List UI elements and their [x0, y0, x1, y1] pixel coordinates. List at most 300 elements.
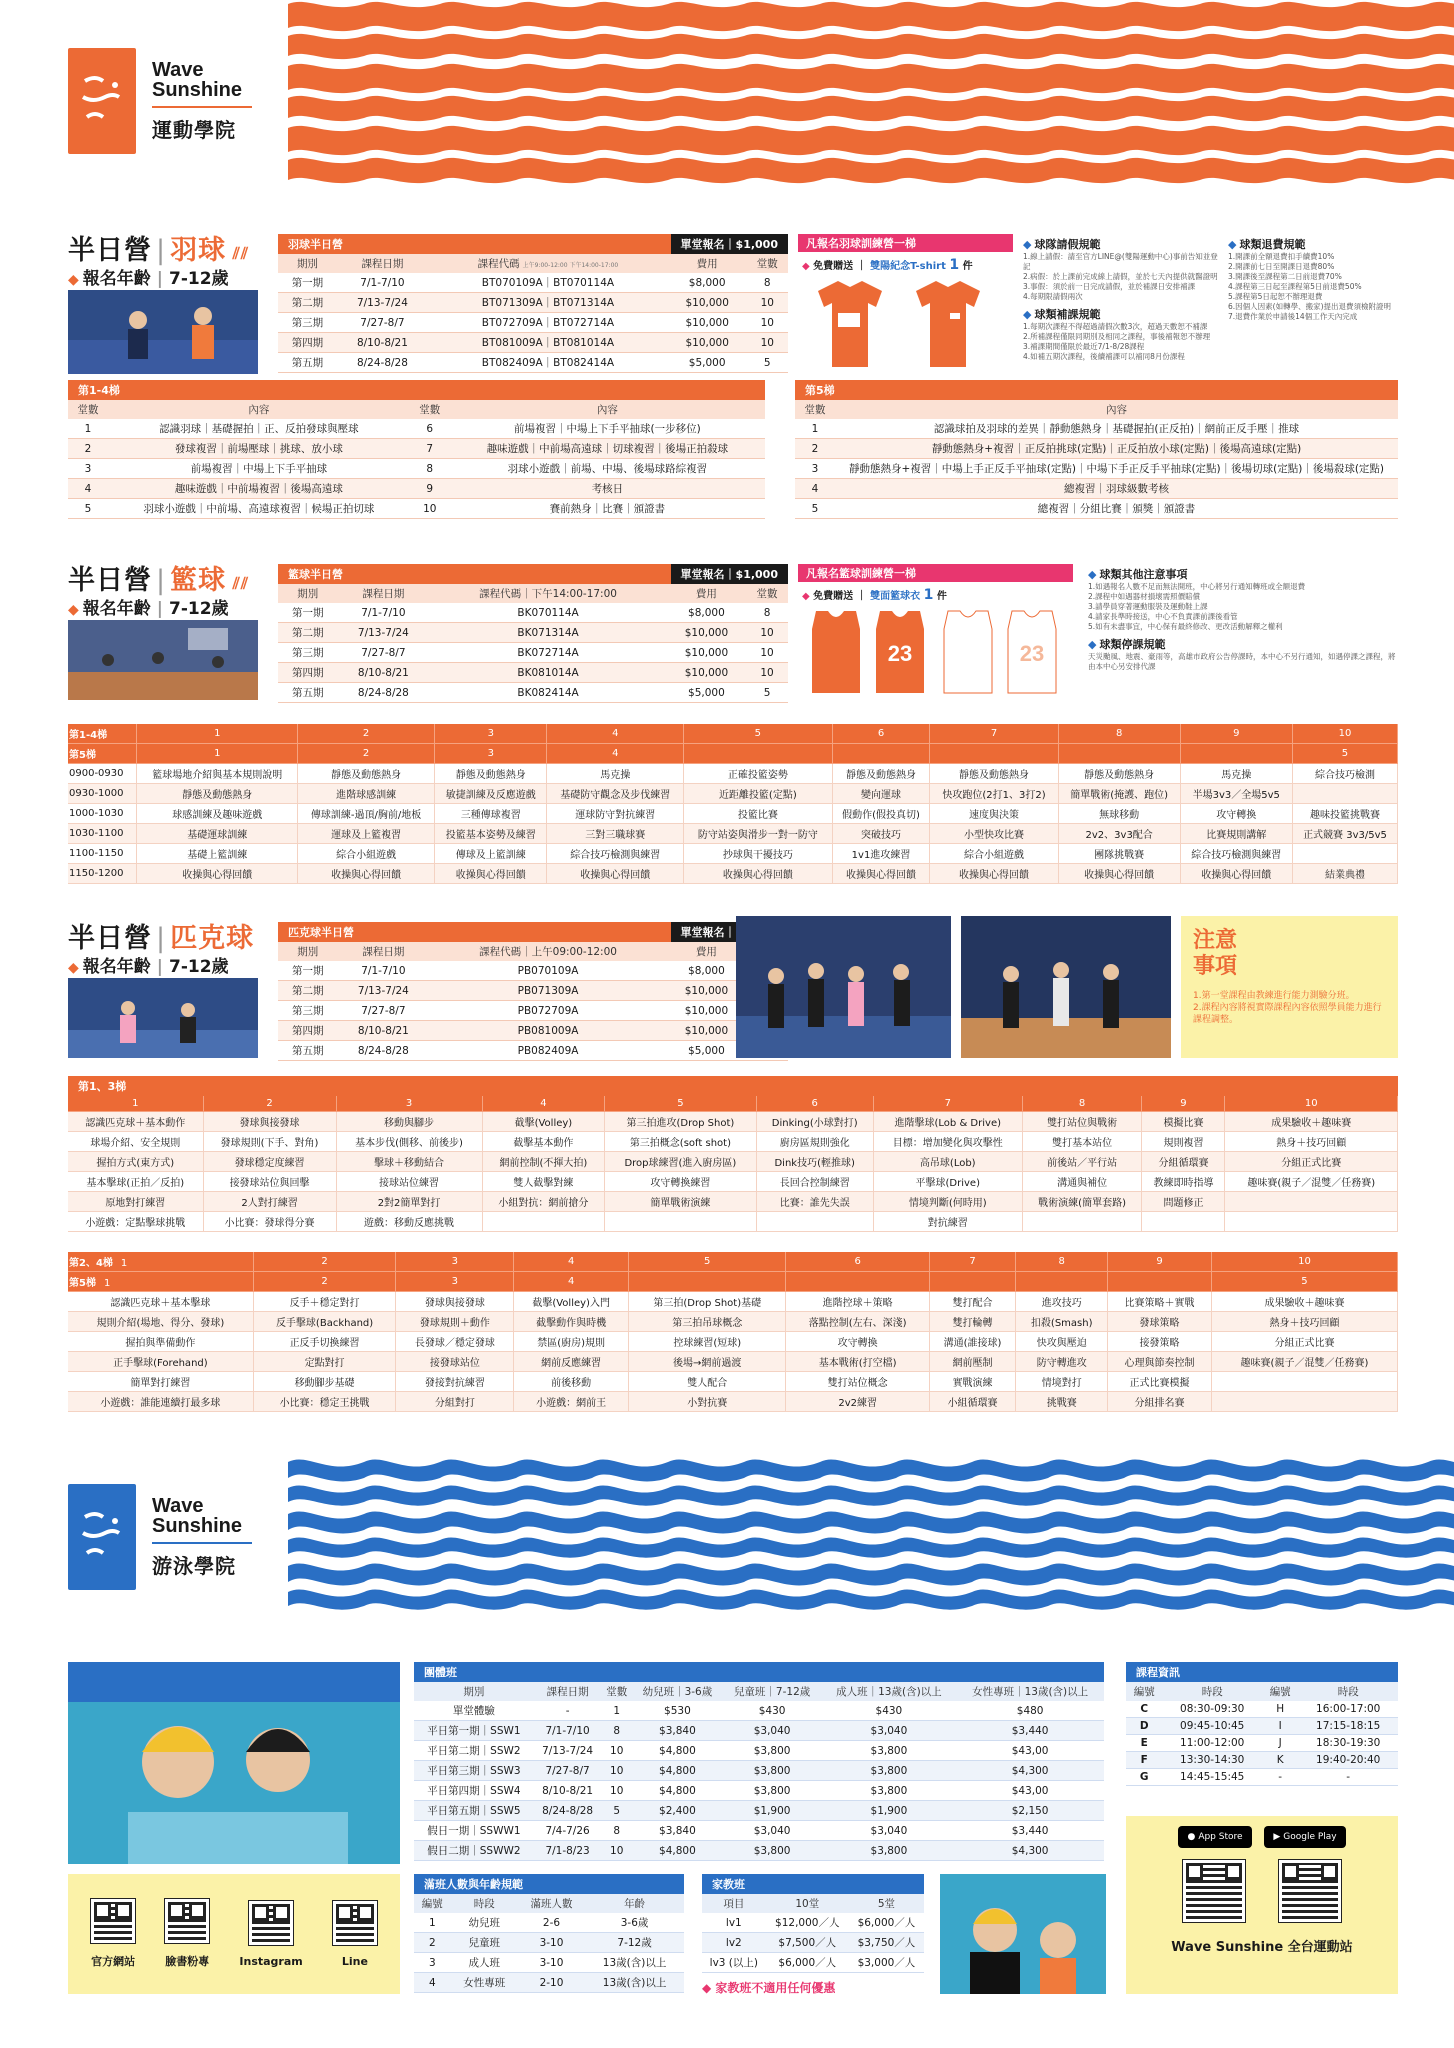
lesson-number: 第5梯 1	[68, 1272, 253, 1292]
table-cell: 第一期	[278, 961, 337, 981]
table-cell: H	[1262, 1701, 1298, 1718]
table-cell: 成人班	[451, 1953, 518, 1973]
grid-cell: 2對2簡單對打	[336, 1192, 482, 1212]
grid-row	[68, 1132, 1398, 1152]
grid-cell: 正式比賽模擬	[1108, 1372, 1212, 1392]
grid-cell: 截擊基本動作	[482, 1132, 605, 1152]
lesson-number: 4	[514, 1252, 629, 1272]
grid-cell: 無球移動	[1058, 804, 1180, 824]
official-site-link[interactable]: 官方網站	[91, 1899, 135, 1969]
table-row	[1126, 1701, 1398, 1718]
table-cell: 10	[747, 293, 789, 313]
table-cell: 趣味遊戲｜中前場複習｜後場高遠球	[108, 479, 410, 499]
grid-cell: 運球防守對抗練習	[547, 804, 684, 824]
table-cell: 2	[414, 1933, 451, 1953]
table-row	[702, 1913, 924, 1933]
table-cell: $3,040	[723, 1821, 822, 1841]
grid-cell: 團隊挑戰賽	[1058, 844, 1180, 864]
grid-cell	[482, 1212, 605, 1232]
grid-cell: 模擬比賽	[1142, 1112, 1225, 1132]
grid-cell: 簡單戰術(掩護、跑位)	[1058, 784, 1180, 804]
grid-cell: 規則複習	[1142, 1132, 1225, 1152]
table-cell: $3,440	[956, 1721, 1104, 1741]
lesson-number: 10	[1225, 1096, 1398, 1112]
grid-cell: 收操與心得回饋	[930, 864, 1058, 884]
lesson-number: 2	[298, 744, 435, 764]
grid-cell: 長回合控制練習	[756, 1172, 873, 1192]
table-cell: 第四期	[278, 333, 337, 353]
grid-cell: 變向運球	[832, 784, 930, 804]
line-link[interactable]: Line	[333, 1901, 377, 1968]
swim-brand-divider	[152, 1542, 252, 1544]
lesson-number	[684, 744, 833, 764]
logo-icon	[68, 48, 136, 154]
badminton-notes-right: ◆ 球類退費規範 1.開課前全額退費扣手續費10% 2.開課前七日至開課日退費80% 3.開課後至課程第二日前退費70% 4.課程第三日起至課程第5日前退費50% 5.課程第5日起恕不辦理退費 6.因個人因素(如轉學、搬家)提出退費須檢附證明 7.退費作業於申請後14個工作天內完成	[1228, 238, 1392, 321]
grid-row	[68, 1212, 1398, 1232]
grid-cell: 雙打配合	[929, 1292, 1015, 1312]
pickleball-photo-2	[736, 916, 951, 1058]
grid-cell	[1225, 1192, 1398, 1212]
app-store-button[interactable]: ● App Store	[1178, 1826, 1252, 1848]
table-cell: -	[534, 1701, 602, 1721]
grid-cell: 趣味投籃挑戰賽	[1292, 804, 1397, 824]
grid-cell: 結業典禮	[1292, 864, 1397, 884]
table-cell: $8,000	[668, 273, 747, 293]
table-cell: 前場複習｜中場上下手平抽球	[108, 459, 410, 479]
google-play-button[interactable]: ▶ Google Play	[1264, 1826, 1346, 1848]
grid-cell: 攻守轉換	[1180, 804, 1292, 824]
table-cell: 13歲(含)以上	[585, 1953, 684, 1973]
grid-cell: 2人對打練習	[203, 1192, 336, 1212]
grid-cell: 發接對抗練習	[396, 1372, 514, 1392]
grid-cell: 0930-1000	[68, 784, 137, 804]
badminton-gift: 凡報名羽球訓練營一梯 ◆ 免費贈送 ｜ 雙陽紀念T-shirt 1 件	[798, 234, 1013, 374]
table-cell: lv2	[702, 1933, 766, 1953]
grid-cell: 2v2練習	[786, 1392, 929, 1412]
lesson-number: 7	[930, 724, 1058, 744]
basketball-photo	[68, 620, 258, 700]
table-cell: 8	[410, 459, 450, 479]
tutor-note: ◆ 家教班不適用任何優惠	[702, 1981, 836, 1995]
table-cell: 7	[410, 439, 450, 459]
table-cell: $4,300	[956, 1841, 1104, 1861]
table-cell: 羽球小遊戲｜中前場、高遠球複習｜候場正拍切球	[108, 499, 410, 519]
table-cell: $10,000	[667, 1021, 746, 1041]
table-cell: 4	[795, 479, 835, 499]
table-cell: $4,800	[632, 1761, 723, 1781]
table-cell: 8/24-8/28	[337, 353, 428, 373]
table-cell: 第三期	[278, 643, 337, 663]
table-row	[68, 459, 765, 479]
grid-cell: 雙人配合	[628, 1372, 786, 1392]
table-cell: 8/10-8/21	[337, 333, 428, 353]
grid-cell: 發球穩定度練習	[203, 1152, 336, 1172]
grid-cell: 小型快攻比賽	[930, 824, 1058, 844]
grid-cell	[1022, 1212, 1142, 1232]
google-play-qr-icon[interactable]	[1279, 1860, 1341, 1922]
jersey-icon	[798, 603, 1073, 698]
grid-cell: 接球站位練習	[336, 1172, 482, 1192]
grid-cell	[1292, 844, 1397, 864]
app-store-qr-icon[interactable]	[1183, 1860, 1245, 1922]
grid-cell	[756, 1212, 873, 1232]
table-row	[278, 313, 788, 333]
table-row	[795, 479, 1398, 499]
table-cell: -	[1262, 1769, 1298, 1786]
lesson-number: 5	[628, 1252, 786, 1272]
lesson-number: 3	[396, 1272, 514, 1292]
swim-brand-2: Sunshine	[152, 1515, 243, 1537]
grid-cell: 分組循環賽	[1142, 1152, 1225, 1172]
grid-cell: 後場→網前過渡	[628, 1352, 786, 1372]
basketball-section	[68, 558, 1398, 888]
table-cell: 10	[410, 499, 450, 519]
grid-cell: 握拍與準備動作	[68, 1332, 253, 1352]
table-cell: 第一期	[278, 273, 337, 293]
table-cell: $10,000	[668, 293, 747, 313]
grid-cell: 雙打輪轉	[929, 1312, 1015, 1332]
grid-cell: 進攻技巧	[1016, 1292, 1108, 1312]
grid-cell: 小比賽：發球得分賽	[203, 1212, 336, 1232]
table-cell: 18:30-19:30	[1298, 1735, 1398, 1752]
grid-cell: 防守站姿與滑步一對一防守	[684, 824, 833, 844]
grid-row	[68, 1352, 1398, 1372]
grid-cell	[1225, 1212, 1398, 1232]
table-cell: BT070109A｜BT070114A	[428, 273, 668, 293]
lesson-number: 1	[68, 1096, 203, 1112]
grid-row	[68, 1112, 1398, 1132]
table-cell: 7/1-7/10	[337, 273, 428, 293]
table-cell: $3,800	[822, 1741, 957, 1761]
lesson-number: 3	[336, 1096, 482, 1112]
table-cell: 8	[601, 1821, 632, 1841]
grid-cell: 快攻跑位(2打1、3打2)	[930, 784, 1058, 804]
table-cell: 平日第一期｜SSW1	[414, 1721, 534, 1741]
grid-cell: 情境對打	[1016, 1372, 1108, 1392]
grid-cell: 擊球＋移動結合	[336, 1152, 482, 1172]
grid-cell: 進階控球＋策略	[786, 1292, 929, 1312]
grid-cell: 扣殺(Smash)	[1016, 1312, 1108, 1332]
grid-cell: 比賽規則講解	[1180, 824, 1292, 844]
grid-cell: 小遊戲：定點擊球挑戰	[68, 1212, 203, 1232]
table-cell: 平日第四期｜SSW4	[414, 1781, 534, 1801]
grid-cell: 攻守轉換	[786, 1332, 929, 1352]
table-cell: $10,000	[667, 663, 746, 683]
lesson-number: 4	[547, 724, 684, 744]
instagram-link[interactable]: Instagram	[239, 1901, 302, 1968]
lesson-number: 5	[1292, 744, 1397, 764]
table-row	[1126, 1769, 1398, 1786]
table-cell: $43,00	[956, 1781, 1104, 1801]
academy-header	[0, 0, 1454, 190]
table-row	[702, 1933, 924, 1953]
table-cell: 認識球拍及羽球的差異｜靜動態熱身｜基礎握拍(正反拍)｜網前正反手壓｜推球	[835, 419, 1398, 439]
grid-label: 第5梯	[68, 744, 137, 764]
grid-cell: 投籃比賽	[684, 804, 833, 824]
lesson-number	[832, 744, 930, 764]
badminton-notes-left: ◆ 球隊請假規範 1.線上請假：請至官方LINE@(雙陽運動中心)事前告知並登記 2.病假：於上課前完成線上請假，並於七天內提供就醫證明 3.事假：須於前一日完成請假，並於補課日安排補課 4.每期限請假兩次 ◆ 球類補課規範 1.每期次課程不得超過請假次數3次，超過天數恕不補課 2.所補課程僅限同期別及相同之課程，事後補報恕不辦理 3.補課期間僅限於最近7/1-8/28課程 4.如補五期次課程，後續補課可以補同8月份課程	[1023, 238, 1218, 361]
grid-cell: 半場3v3／全場5v5	[1180, 784, 1292, 804]
table-cell: 賽前熱身｜比賽｜頒證書	[450, 499, 765, 519]
lesson-number: 5	[684, 724, 833, 744]
table-cell: BK082414A	[429, 683, 666, 703]
table-cell: PB081009A	[429, 1021, 666, 1041]
table-cell: $3,750／人	[849, 1933, 924, 1953]
grid-cell: Dinking(小球對打)	[756, 1112, 873, 1132]
table-cell: BT072709A｜BT072714A	[428, 313, 668, 333]
grid-cell: 落點控制(左右、深淺)	[786, 1312, 929, 1332]
table-cell: 1	[795, 419, 835, 439]
grid-cell: 綜合技巧檢測與練習	[1180, 844, 1292, 864]
table-cell: $6,000／人	[849, 1913, 924, 1933]
table-row	[414, 1933, 684, 1953]
table-cell: 09:45-10:45	[1162, 1718, 1262, 1735]
grid-cell: 簡單戰術演練	[605, 1192, 756, 1212]
badminton-fee-table: 羽球半日營 單堂報名 ｜ $1,000 期別 課程日期 課程代碼 上午9:00-12:00 下午14:00-17:00 費用 堂數 第一期 7/1-7/10 BT070109A｜BT070114A $8,000 8 第二期 7/13-7/24 BT071309A｜BT071314A $10,000 10 第三期 7/27-8/7 BT072709A｜BT072714A $10,000 10 第四期 8/10-8/21 BT081009A｜BT081014A $10,000 10 第五期 8/24-8/28 BT082409A｜BT082414A $5,000 5	[278, 234, 788, 373]
pickleball-photo-3	[961, 916, 1171, 1058]
table-cell: $430	[723, 1701, 822, 1721]
table-row	[414, 1721, 1104, 1741]
grid-cell: 基本擊球(正拍／反拍)	[68, 1172, 203, 1192]
grid-cell: 目標：增加變化與攻擊性	[873, 1132, 1022, 1152]
table-cell: $4,800	[632, 1841, 723, 1861]
table-cell: 7/27-8/7	[534, 1761, 602, 1781]
lesson-number: 8	[1016, 1252, 1108, 1272]
social-qr-panel	[68, 1874, 400, 1994]
grid-header-row	[68, 724, 1398, 744]
grid-header-row	[68, 744, 1398, 764]
grid-cell: 小組對抗：網前搶分	[482, 1192, 605, 1212]
table-cell: 14:45-15:45	[1162, 1769, 1262, 1786]
grid-cell: 遊戲：移動反應挑戰	[336, 1212, 482, 1232]
academy-name: 運動學院	[152, 118, 236, 142]
grid-cell: 情境判斷(何時用)	[873, 1192, 1022, 1212]
table-cell: $3,040	[723, 1721, 822, 1741]
website-qr-icon	[91, 1899, 135, 1943]
grid-cell: 近距離投籃(定點)	[684, 784, 833, 804]
grid-cell: 挑戰賽	[1016, 1392, 1108, 1412]
grid-cell: 抄球與干擾技巧	[684, 844, 833, 864]
table-cell: 總複習｜羽球級數考核	[835, 479, 1398, 499]
grid-cell: 比賽策略＋實戰	[1108, 1292, 1212, 1312]
grid-label: 第1-4梯	[68, 724, 137, 744]
table-cell: 19:40-20:40	[1298, 1752, 1398, 1769]
grid-cell: 靜態及動態熱身	[930, 764, 1058, 784]
table-cell: 幼兒班	[451, 1913, 518, 1933]
pickleball-grid-2-4	[68, 1252, 1398, 1412]
table-cell: 13歲(含)以上	[585, 1973, 684, 1993]
grid-cell: 截擊(Volley)	[482, 1112, 605, 1132]
swim-group-table: 團體班 期別 課程日期 堂數 幼兒班｜3-6歲 兒童班｜7-12歲 成人班｜13歲(含)以上 女性專班｜13歲(含)以上 單堂體驗 - 1 $530 $430 $430 $480 平日第一期｜SSW1 7/1-7/10 8 $3,840 $3,040 $3,040 $3,440 平日第二期｜SSW2 7/13-7/24 10 $4,800 $3,800 $3,800 $43,00 平日第三期｜SSW3 7/27-8/7 10 $4,800 $3,800 $3,800 $4,300 平日第四期｜SSW4 8/10-8/21 10 $4,800 $3,800 $3,800 $43,00 平日第五期｜SSW5 8/24-8/28 5 $2,400 $1,900 $1,900 $2,150 假日一期｜SSWW1 7/4-7/26 8 $3,840 $3,040 $3,040 $3,440 假日二期｜SSWW2 7/1-8/23 10 $4,800 $3,800 $3,800 $4,300	[414, 1662, 1104, 1861]
grid-cell: 靜態及動態熱身	[137, 784, 298, 804]
grid-cell: 籃球場地介紹與基本規則說明	[137, 764, 298, 784]
table-cell: $3,800	[822, 1841, 957, 1861]
grid-row	[68, 1392, 1398, 1412]
table-cell: 11:00-12:00	[1162, 1735, 1262, 1752]
grid-label: 第5梯	[69, 1278, 96, 1289]
table-cell: 8/24-8/28	[337, 1041, 429, 1061]
grid-cell: 進階擊球(Lob & Drive)	[873, 1112, 1022, 1132]
table-cell: 第一期	[278, 603, 337, 623]
table-cell: 10	[746, 663, 788, 683]
table-cell: 7-12歲	[585, 1933, 684, 1953]
table-cell: 第三期	[278, 313, 337, 333]
grid-cell: 靜態及動態熱身	[435, 764, 547, 784]
table-cell: 10	[747, 313, 789, 333]
swim-photo-2	[940, 1874, 1106, 1994]
table-cell: 2-6	[518, 1913, 585, 1933]
table-cell: $10,000	[667, 623, 746, 643]
grid-cell: 移動腳步基礎	[253, 1372, 396, 1392]
play-icon: ▶	[1273, 1832, 1281, 1842]
table-cell: $1,900	[822, 1801, 957, 1821]
grid-cell: 握拍方式(東方式)	[68, 1152, 203, 1172]
table-cell: 羽球小遊戲｜前場、中場、後場球路綜複習	[450, 459, 765, 479]
grid-cell: 假動作(假投真切)	[832, 804, 930, 824]
table-row	[278, 273, 788, 293]
table-cell: 13:30-14:30	[1162, 1752, 1262, 1769]
grid-cell: 正反手切換練習	[253, 1332, 396, 1352]
table-cell: 5	[601, 1801, 632, 1821]
grid-cell: 認識匹克球＋基本動作	[68, 1112, 203, 1132]
grid-cell: 實戰演練	[929, 1372, 1015, 1392]
lesson-number: 1	[137, 744, 298, 764]
table-cell: 假日一期｜SSWW1	[414, 1821, 534, 1841]
grid-cell: Drop球練習(進入廚房區)	[605, 1152, 756, 1172]
table-cell: $10,000	[667, 1001, 746, 1021]
grid-cell: 運球及上籃複習	[298, 824, 435, 844]
grid-cell: Dink技巧(輕推球)	[756, 1152, 873, 1172]
table-cell: 3	[414, 1953, 451, 1973]
table-cell: 7/27-8/7	[337, 313, 428, 333]
table-cell: 平日第五期｜SSW5	[414, 1801, 534, 1821]
table-row	[1126, 1752, 1398, 1769]
lesson-number: 2	[253, 1272, 396, 1292]
table-row	[278, 643, 788, 663]
table-cell: 10	[601, 1741, 632, 1761]
lesson-number: 2	[298, 724, 435, 744]
badminton-age: ◆ 報名年齡 | 7-12歲	[68, 269, 229, 289]
lesson-number: 7	[873, 1096, 1022, 1112]
grid-cell: 趣味賽(親子／混雙／任務賽)	[1225, 1172, 1398, 1192]
table-row	[414, 1953, 684, 1973]
lesson-number: 4	[482, 1096, 605, 1112]
grid-cell: 小對抗賽	[628, 1392, 786, 1412]
badminton-grid-1-4: 第1-4梯 堂數 內容 堂數 內容 1 認識羽球｜基礎握拍｜正、反拍發球與壓球 6 前場複習｜中場上下手平抽球(一步移位) 2 發球複習｜前場壓球｜挑球、放小球 7 趣味遊戲｜中前場高遠球｜切球複習｜後場正拍殺球 3 前場複習｜中場上下手平抽球 8 羽球小遊戲｜前場、中場、後場球路綜複習 4 趣味遊戲｜中前場複習｜後場高遠球 9 考核日 5 羽球小遊戲｜中前場、高遠球複習｜候場正拍切球 10 賽前熱身｜比賽｜頒證書	[68, 380, 765, 519]
grid-cell: 綜合小組遊戲	[930, 844, 1058, 864]
grid-cell: 正手擊球(Forehand)	[68, 1352, 253, 1372]
lesson-number: 8	[1058, 724, 1180, 744]
blue-wave-pattern	[288, 1456, 1454, 1614]
table-cell: 女性專班	[451, 1973, 518, 1993]
grid-cell: 防守轉進攻	[1016, 1352, 1108, 1372]
table-cell: BT082409A｜BT082414A	[428, 353, 668, 373]
table-cell: 第二期	[278, 293, 337, 313]
table-cell: 3-10	[518, 1953, 585, 1973]
table-row	[795, 499, 1398, 519]
grid-cell: 第三拍吊球概念	[628, 1312, 786, 1332]
grid-cell	[1211, 1372, 1397, 1392]
lesson-number: 3	[435, 744, 547, 764]
table-cell: 2	[795, 439, 835, 459]
table-row	[414, 1841, 1104, 1861]
table-cell: 8/10-8/21	[337, 663, 429, 683]
lesson-number	[786, 1272, 929, 1292]
table-cell: 08:30-09:30	[1162, 1701, 1262, 1718]
grid-cell	[1292, 784, 1397, 804]
grid-cell: 第三拍概念(soft shot)	[605, 1132, 756, 1152]
table-cell: 2	[68, 439, 108, 459]
grid-cell: 收操與心得回饋	[832, 864, 930, 884]
table-row	[278, 603, 788, 623]
table-row	[278, 663, 788, 683]
table-cell: BT081009A｜BT081014A	[428, 333, 668, 353]
basketball-fee-table: 籃球半日營 單堂報名 ｜ $1,000 期別 課程日期 課程代碼｜下午14:00-17:00 費用 堂數 第一期 7/1-7/10 BK070114A $8,000 8 第二期 7/13-7/24 BK071314A $10,000 10 第三期 7/27-8/7 BK072714A $10,000 10 第四期 8/10-8/21 BK081014A $10,000 10 第五期 8/24-8/28 BK082414A $5,000 5	[278, 564, 788, 703]
grid-row	[68, 844, 1398, 864]
table-cell: $4,800	[632, 1781, 723, 1801]
grid-cell: 球場介紹、安全規則	[68, 1132, 203, 1152]
grid-cell: 分組排名賽	[1108, 1392, 1212, 1412]
grid-cell: 靜態及動態熱身	[298, 764, 435, 784]
grid-cell: 球感訓練及趣味遊戲	[137, 804, 298, 824]
lesson-number: 5	[1211, 1272, 1397, 1292]
grid-cell: 突破技巧	[832, 824, 930, 844]
grid-cell: 傳球及上籃訓練	[435, 844, 547, 864]
table-row	[68, 479, 765, 499]
lesson-number	[1180, 744, 1292, 764]
lesson-number: 9	[1108, 1252, 1212, 1272]
grid-cell: 截擊動作與時機	[514, 1312, 629, 1332]
table-cell: BK071314A	[429, 623, 666, 643]
grid-cell: 綜合技巧檢測與練習	[547, 844, 684, 864]
lesson-number: 6	[832, 724, 930, 744]
lesson-number: 1	[137, 724, 298, 744]
lesson-number: 第2、4梯 1	[68, 1252, 253, 1272]
table-cell: 7/1-7/10	[337, 961, 429, 981]
table-cell: 靜動態熱身+複習｜中場上手正反手平抽球(定點)｜中場下手正反手平抽球(定點)｜後場切球(定點)｜後場殺球(定點)	[835, 459, 1398, 479]
grid-cell: 成果驗收＋趣味賽	[1211, 1292, 1397, 1312]
grid-cell: 移動與腳步	[336, 1112, 482, 1132]
grid-cell: 傳球訓練-過頂/胸前/地板	[298, 804, 435, 824]
grid-cell: 心理與節奏控制	[1108, 1352, 1212, 1372]
brand-name-2: Sunshine	[152, 79, 243, 101]
table-cell: 第三期	[278, 1001, 337, 1021]
table-cell: $3,840	[632, 1821, 723, 1841]
grid-row	[68, 824, 1398, 844]
table-cell: G	[1126, 1769, 1162, 1786]
table-row	[68, 499, 765, 519]
table-row	[414, 1701, 1104, 1721]
basketball-title: 半日營 | 籃球 ⫽⫽	[68, 565, 249, 596]
table-cell: D	[1126, 1718, 1162, 1735]
lesson-number: 9	[1180, 724, 1292, 744]
lesson-number: 10	[1211, 1252, 1397, 1272]
table-cell: K	[1262, 1752, 1298, 1769]
table-cell: 5	[795, 499, 835, 519]
table-cell: 3	[68, 459, 108, 479]
table-cell: 7/4-7/26	[534, 1821, 602, 1841]
table-row	[278, 1001, 788, 1021]
grid-cell: 基本步伐(側移、前後步)	[336, 1132, 482, 1152]
instagram-qr-icon	[249, 1901, 293, 1945]
facebook-link[interactable]: 臉書粉專	[165, 1899, 209, 1969]
table-cell: 4	[414, 1973, 451, 1993]
grid-cell	[1211, 1392, 1397, 1412]
swim-photo	[68, 1662, 400, 1864]
table-cell: 7/13-7/24	[337, 623, 429, 643]
table-cell: BK070114A	[429, 603, 666, 623]
lesson-number: 4	[514, 1272, 629, 1292]
